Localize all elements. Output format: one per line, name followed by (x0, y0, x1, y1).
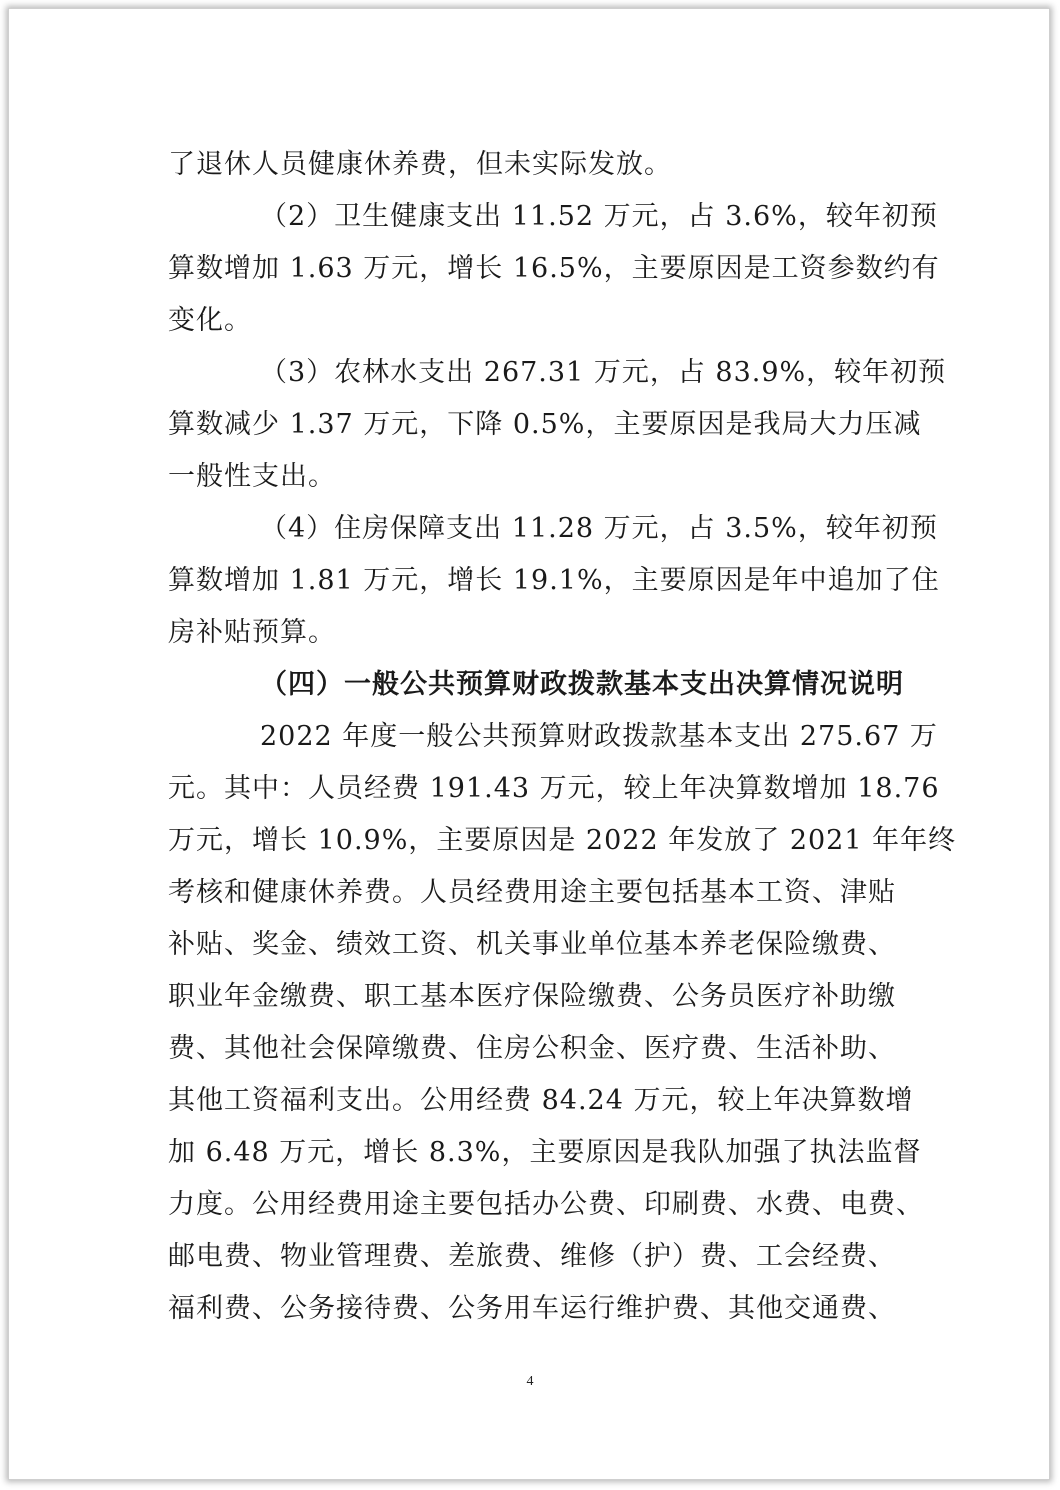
text-line-3: 算数增加 1.63 万元，增长 16.5%，主要原因是工资参数约有 (168, 253, 940, 284)
text-line-14: 万元，增长 10.9%，主要原因是 2022 年发放了 2021 年年终 (168, 825, 957, 856)
text-line-7: 一般性支出。 (168, 461, 336, 492)
text-line-16: 补贴、奖金、绩效工资、机关事业单位基本养老保险缴费、 (168, 929, 896, 960)
text-line-23: 福利费、公务接待费、公务用车运行维护费、其他交通费、 (168, 1293, 896, 1324)
text-line-18: 费、其他社会保障缴费、住房公积金、医疗费、生活补助、 (168, 1033, 896, 1064)
text-line-12: 2022 年度一般公共预算财政拨款基本支出 275.67 万 (260, 721, 938, 752)
text-line-1: 了退休人员健康休养费，但未实际发放。 (168, 149, 672, 180)
text-line-19: 其他工资福利支出。公用经费 84.24 万元，较上年决算数增 (168, 1085, 914, 1116)
text-line-4: 变化。 (168, 305, 252, 336)
text-line-20: 加 6.48 万元，增长 8.3%，主要原因是我队加强了执法监督 (168, 1137, 922, 1168)
text-line-2: （2）卫生健康支出 11.52 万元，占 3.6%，较年初预 (260, 201, 938, 232)
text-line-22: 邮电费、物业管理费、差旅费、维修（护）费、工会经费、 (168, 1241, 896, 1272)
text-line-6: 算数减少 1.37 万元，下降 0.5%，主要原因是我局大力压减 (168, 409, 922, 440)
text-line-5: （3）农林水支出 267.31 万元，占 83.9%，较年初预 (260, 357, 947, 388)
text-line-13: 元。其中：人员经费 191.43 万元，较上年决算数增加 18.76 (168, 773, 940, 804)
text-line-9: 算数增加 1.81 万元，增长 19.1%，主要原因是年中追加了住 (168, 565, 940, 596)
text-line-15: 考核和健康休养费。人员经费用途主要包括基本工资、津贴 (168, 877, 896, 908)
text-line-8: （4）住房保障支出 11.28 万元，占 3.5%，较年初预 (260, 513, 938, 544)
text-line-21: 力度。公用经费用途主要包括办公费、印刷费、水费、电费、 (168, 1189, 924, 1220)
page-number: 4 (526, 1374, 534, 1389)
text-line-10: 房补贴预算。 (168, 617, 336, 648)
section-heading: （四）一般公共预算财政拨款基本支出决算情况说明 (260, 669, 904, 700)
text-line-17: 职业年金缴费、职工基本医疗保险缴费、公务员医疗补助缴 (168, 981, 896, 1012)
